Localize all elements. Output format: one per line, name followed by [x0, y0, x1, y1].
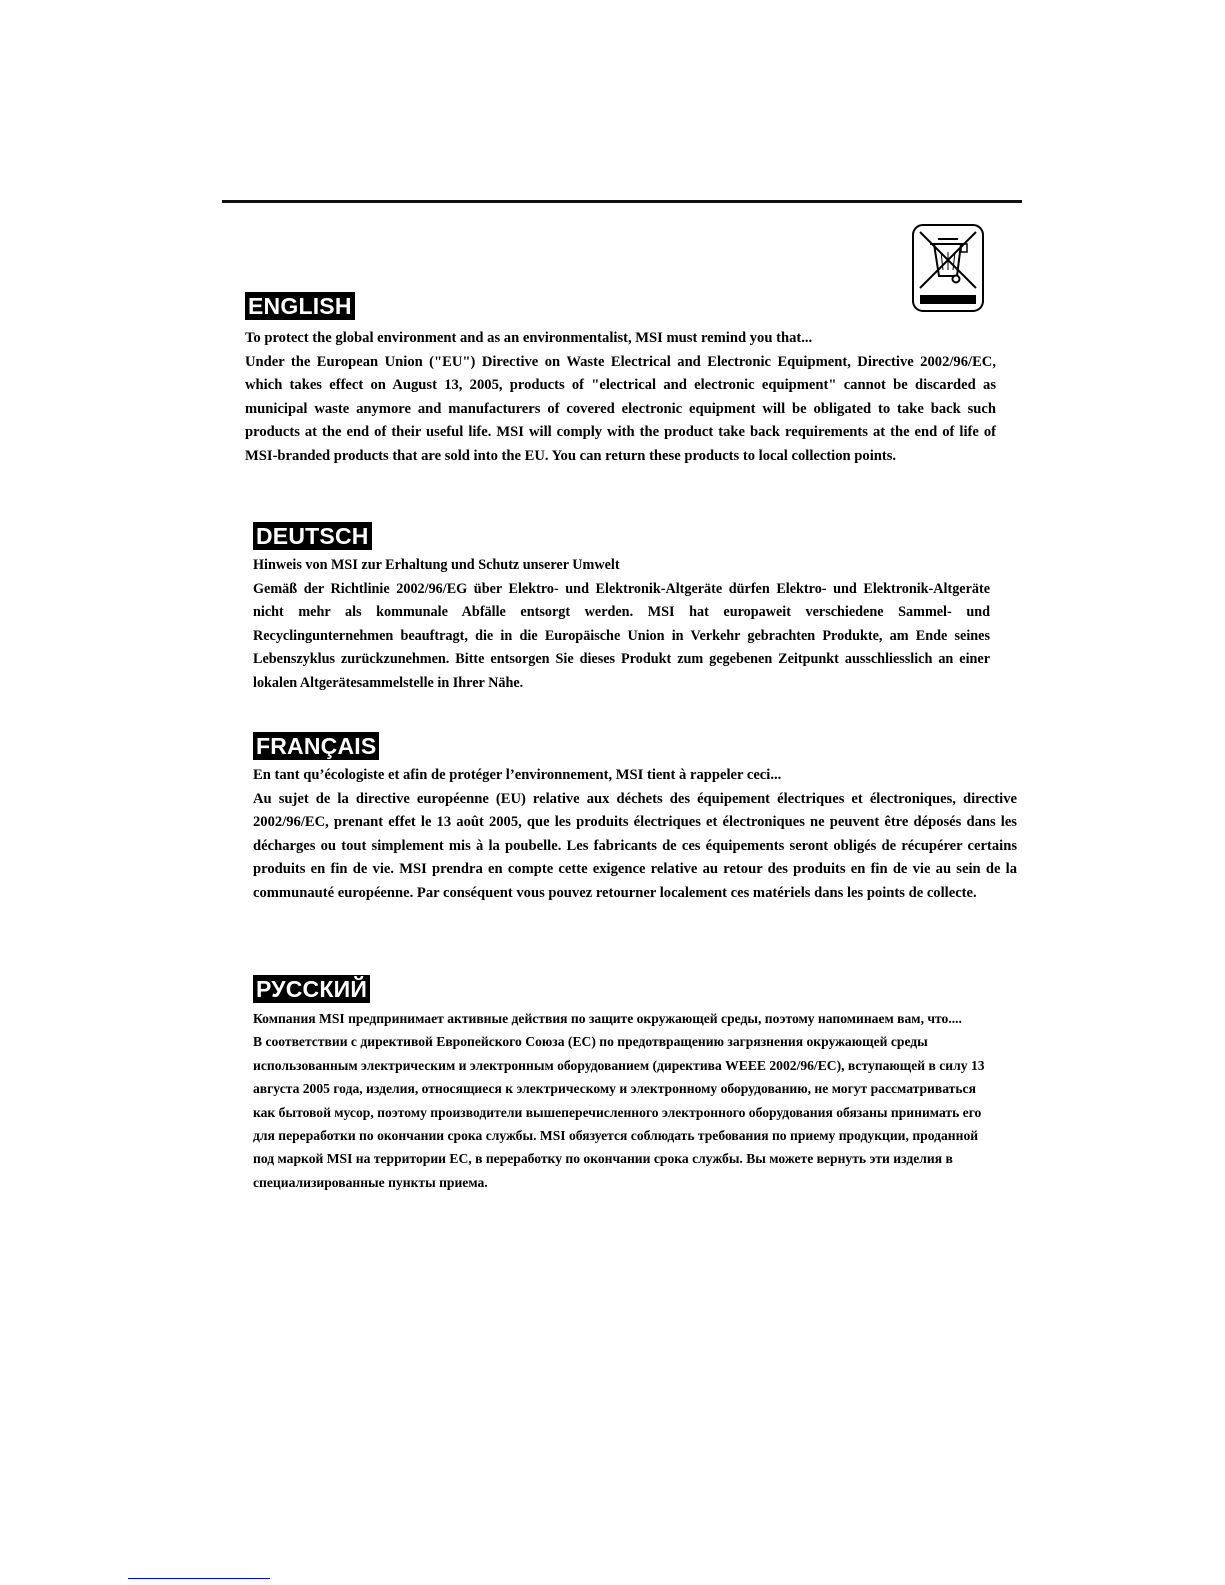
english-lead: To protect the global environment and as an environmentalist, MSI must remind you that... [245, 330, 813, 346]
section-russian [253, 975, 998, 1194]
russian-lead: Компания MSI предпринимает активные действия по защите окружающей среды, поэтому напоминаем вам, что.... [253, 1011, 962, 1026]
header-rule [222, 200, 1022, 203]
section-heading-francais: FRANÇAIS [253, 732, 379, 760]
francais-lead: En tant qu’écologiste et afin de protéger l’environnement, MSI tient à rappeler ceci... [253, 767, 782, 783]
deutsch-body: Gemäß der Richtlinie 2002/96/EG über Elektro- und Elektronik-Altgeräte dürfen Elektro- und Elektronik-Altgeräte nicht mehr als kommunale Abfälle entsorgt werden. MSI hat europaweit verschiedene Sammel- und Recyclingunternehmen beauftragt, die in die Europäische Union in Verkehr gebrachten Produkte, am Ende seines Lebenszyklus zurückzunehmen. Bitte entsorgen Sie dieses Produkt zum gegebenen Zeitpunkt ausschliesslich an einer lokalen Altgerätesammelstelle in Ihrer Nähe. [253, 580, 990, 691]
section-heading-deutsch: DEUTSCH [253, 522, 372, 550]
section-deutsch [253, 522, 990, 695]
english-body: Under the European Union ("EU") Directive on Waste Electrical and Electronic Equipment, Directive 2002/96/EC, which takes effect on August 13, 2005, products of "electrical and electronic equipment" cannot be discarded as municipal waste anymore and manufacturers of covered electronic equipment will be obligated to take back such products at the end of their useful life. MSI will comply with the product take back requirements at the end of life of MSI-branded products that are sold into the EU. You can return these products to local collection points. [245, 353, 996, 464]
section-francais [253, 732, 1017, 905]
section-english [245, 292, 996, 468]
footnote-rule [128, 1578, 270, 1579]
deutsch-lead: Hinweis von MSI zur Erhaltung und Schutz unserer Umwelt [253, 557, 620, 573]
francais-body: Au sujet de la directive européenne (EU) relative aux déchets des équipement électriques et électroniques, directive 2002/96/EC, prenant effet le 13 août 2005, que les produits électriques et électroniques ne peuvent être déposés dans les décharges ou tout simplement mis à la poubelle. Les fabricants de ces équipements seront obligés de récupérer certains produits en fin de vie. MSI prendra en compte cette exigence relative au retour des produits en fin de vie au sein de la communauté européenne. Par conséquent vous pouvez retourner localement ces matériels dans les points de collecte. [253, 790, 1017, 901]
section-heading-english: ENGLISH [245, 292, 355, 320]
section-heading-russian: РУССКИЙ [253, 975, 370, 1003]
russian-body: В соответствии с директивой Европейского Союза (ЕС) по предотвращению загрязнения окружающей среды использованным электрическим и электронным оборудованием (директива WEEE 2002/96/EC), вступающей в силу 13 августа 2005 года, изделия, относящиеся к электрическому и электронному оборудованию, не могут рассматриваться как бытовой мусор, поэтому производители вышеперечисленного электронного оборудования обязаны принимать его для переработки по окончании срока службы. MSI обязуется соблюдать требования по приему продукции, проданной под маркой MSI на территории ЕС, в переработку по окончании срока службы. Вы можете вернуть эти изделия в специализированные пункты приема. [253, 1034, 985, 1190]
